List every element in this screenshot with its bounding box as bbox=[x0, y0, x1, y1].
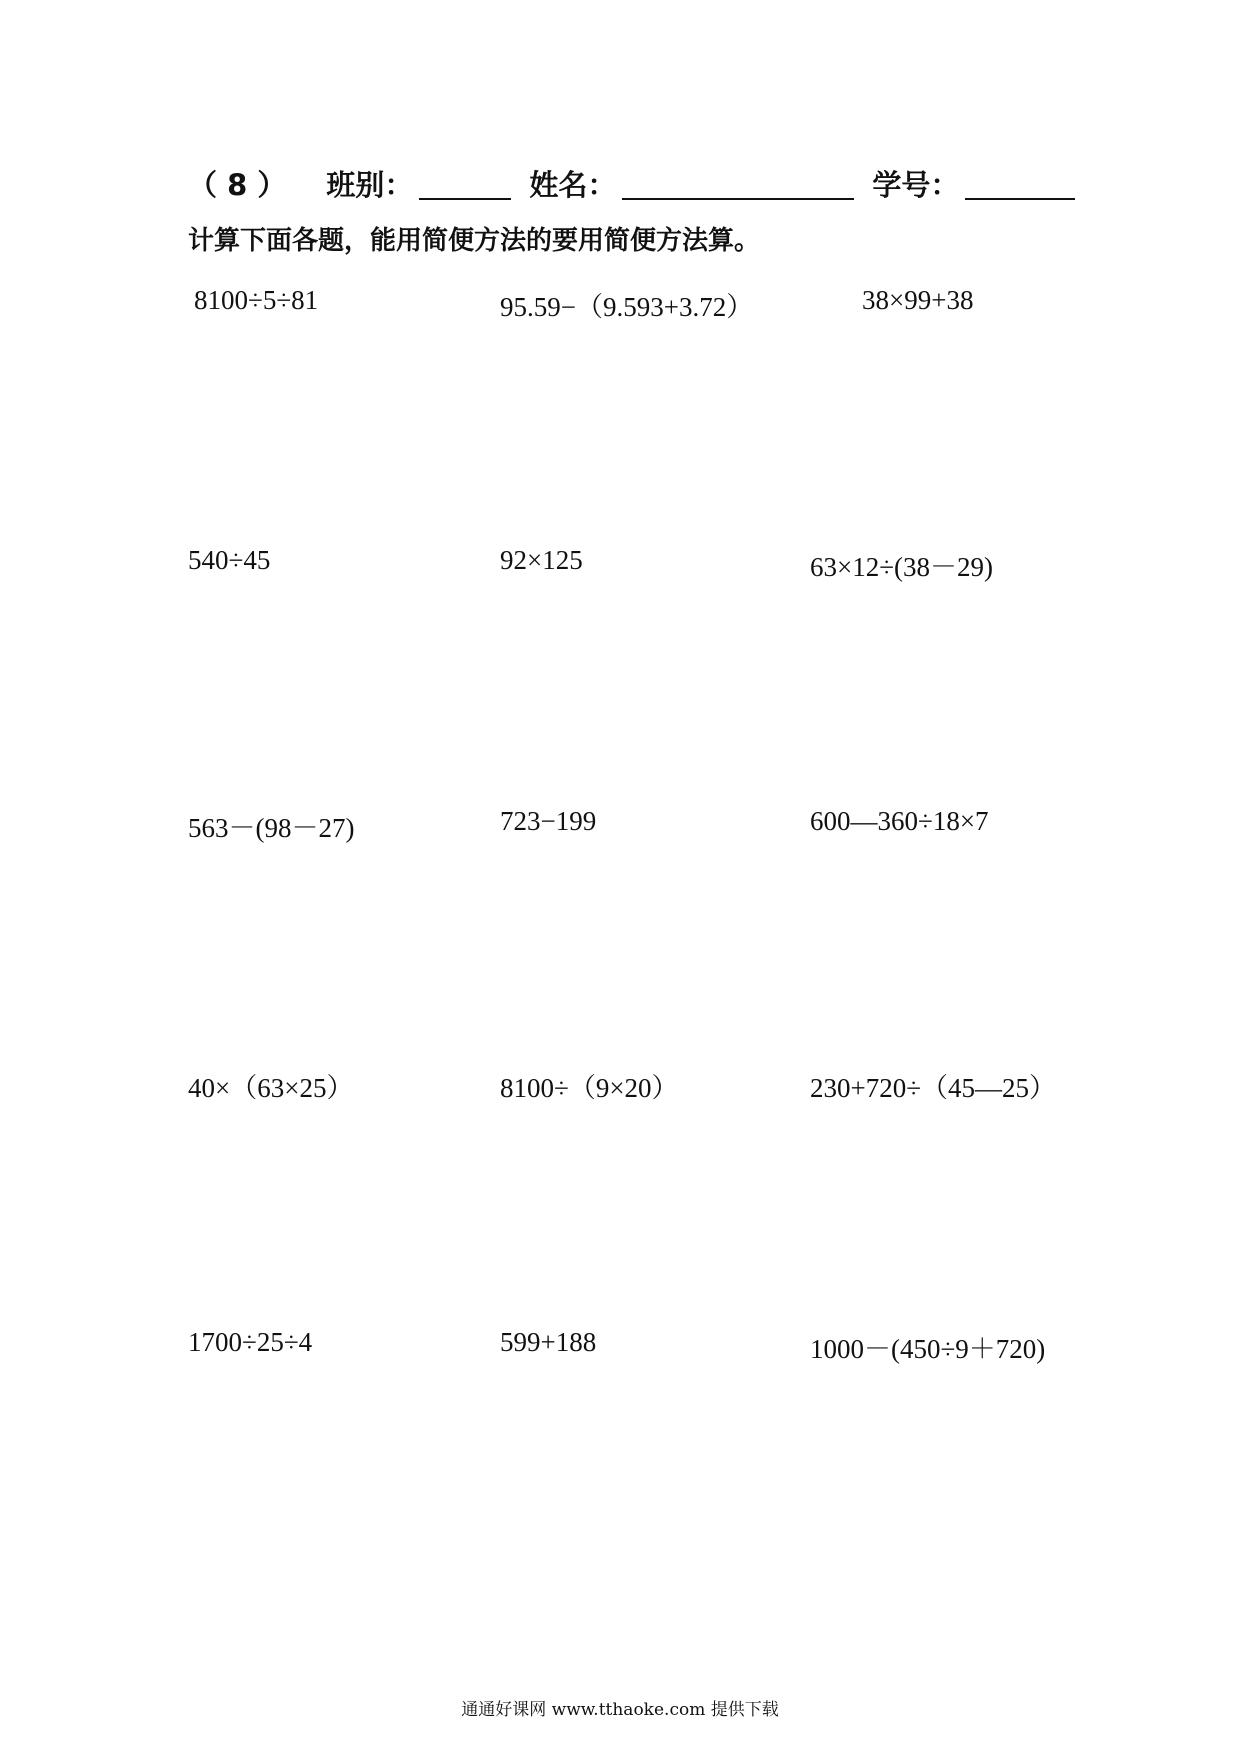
footer-credit: 通通好课网 www.tthaoke.com 提供下载 bbox=[461, 1700, 779, 1720]
class-blank[interactable] bbox=[419, 168, 511, 200]
class-label: 班别： bbox=[326, 168, 414, 202]
problem-4-2: 8100÷（9×20） bbox=[500, 1073, 679, 1103]
instruction-text: 计算下面各题，能用简便方法的要用简便方法算。 bbox=[188, 226, 761, 256]
problem-3-3: 600—360÷18×7 bbox=[810, 806, 989, 836]
problem-2-3: 63×12÷(38－29) bbox=[810, 552, 994, 582]
student-id-blank[interactable] bbox=[965, 168, 1075, 200]
worksheet-header bbox=[188, 160, 1093, 204]
problem-3-2: 723−199 bbox=[500, 806, 597, 836]
problem-1-3: 38×99+38 bbox=[862, 285, 974, 315]
problem-4-3: 230+720÷（45—25） bbox=[810, 1073, 1057, 1103]
name-label: 姓名： bbox=[529, 168, 617, 202]
problem-1-1: 8100÷5÷81 bbox=[194, 285, 319, 315]
problem-2-1: 540÷45 bbox=[188, 545, 271, 575]
student-id-label: 学号： bbox=[872, 168, 960, 202]
problem-5-2: 599+188 bbox=[500, 1327, 597, 1357]
problem-1-2: 95.59−（9.593+3.72） bbox=[500, 292, 754, 322]
problem-4-1: 40×（63×25） bbox=[188, 1073, 354, 1103]
name-blank[interactable] bbox=[622, 168, 854, 200]
worksheet-number: （ 8 ） bbox=[188, 168, 287, 202]
problem-5-1: 1700÷25÷4 bbox=[188, 1327, 313, 1357]
problem-3-1: 563－(98－27) bbox=[188, 813, 355, 843]
problem-2-2: 92×125 bbox=[500, 545, 583, 575]
problem-5-3: 1000－(450÷9＋720) bbox=[810, 1334, 1046, 1364]
